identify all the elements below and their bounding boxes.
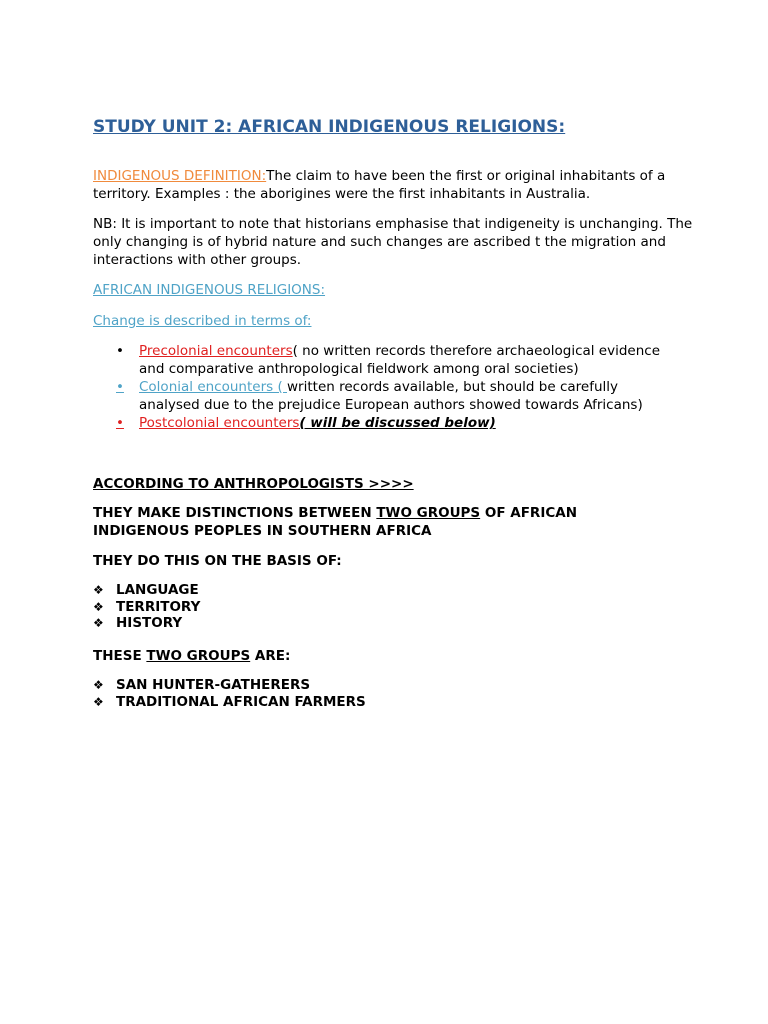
list-item xyxy=(116,378,676,414)
encounter-label: Postcolonial encounters xyxy=(139,415,300,431)
encounter-text: ( no written records therefore archaeological evidence and comparative anthropological fieldwork among oral societies) xyxy=(139,343,661,377)
definition-paragraph xyxy=(93,167,693,203)
encounters-list xyxy=(116,342,676,432)
encounter-label: Precolonial encounters xyxy=(139,343,293,359)
basis-heading: THEY DO THIS ON THE BASIS OF: xyxy=(93,553,342,569)
list-item xyxy=(93,615,200,632)
groups-heading-after: ARE: xyxy=(250,648,291,664)
page-title: STUDY UNIT 2: AFRICAN INDIGENOUS RELIGIONS: xyxy=(93,117,566,137)
bullet-icon: • xyxy=(116,415,124,431)
nb-paragraph: NB: It is important to note that historians emphasise that indigeneity is unchanging. The only changing is of hybrid nature and such changes are ascribed t the migration and interactions with other groups. xyxy=(93,216,693,268)
list-item xyxy=(116,342,676,378)
encounter-text: ( will be discussed below) xyxy=(299,415,496,431)
distinctions-before: THEY MAKE DISTINCTIONS BETWEEN xyxy=(93,505,377,521)
distinctions-after: OF AFRICAN INDIGENOUS PEOPLES IN SOUTHERN AFRICA xyxy=(93,505,577,539)
groups-heading-before: THESE xyxy=(93,648,147,664)
groups-heading xyxy=(93,647,290,665)
group-item: TRADITIONAL AFRICAN FARMERS xyxy=(116,693,366,710)
definition-text: The claim to have been the first or original inhabitants of a territory. Examples : the aborigines were the first inhabitants in Australia. xyxy=(93,168,666,202)
distinctions-paragraph xyxy=(93,504,633,540)
air-heading: AFRICAN INDIGENOUS RELIGIONS: xyxy=(93,282,326,298)
diamond-bullet-icon: ❖ xyxy=(93,616,104,630)
list-item xyxy=(93,677,366,694)
basis-list xyxy=(93,582,200,632)
groups-list xyxy=(93,677,366,710)
diamond-bullet-icon: ❖ xyxy=(93,583,104,597)
basis-item: TERRITORY xyxy=(116,598,201,615)
list-item xyxy=(116,414,676,432)
diamond-bullet-icon: ❖ xyxy=(93,599,104,614)
list-item xyxy=(93,599,200,616)
groups-heading-emph: TWO GROUPS xyxy=(146,648,251,664)
encounter-label: Colonial encounters ( xyxy=(139,379,288,395)
diamond-bullet-icon: ❖ xyxy=(93,678,104,692)
change-heading: Change is described in terms of: xyxy=(93,313,312,329)
group-item: SAN HUNTER-GATHERERS xyxy=(116,677,311,693)
list-item xyxy=(93,694,366,711)
anthropologists-heading: ACCORDING TO ANTHROPOLOGISTS >>>> xyxy=(93,476,414,492)
definition-label: INDIGENOUS DEFINITION: xyxy=(93,168,267,184)
distinctions-emph: TWO GROUPS xyxy=(376,505,481,521)
bullet-icon: • xyxy=(116,379,124,395)
bullet-icon: • xyxy=(116,343,124,359)
encounter-text: written records available, but should be carefully analysed due to the prejudice European authors showed towards Africans) xyxy=(139,379,643,413)
basis-item: LANGUAGE xyxy=(116,582,199,598)
basis-item: HISTORY xyxy=(116,615,183,631)
list-item xyxy=(93,582,200,599)
diamond-bullet-icon: ❖ xyxy=(93,694,104,709)
